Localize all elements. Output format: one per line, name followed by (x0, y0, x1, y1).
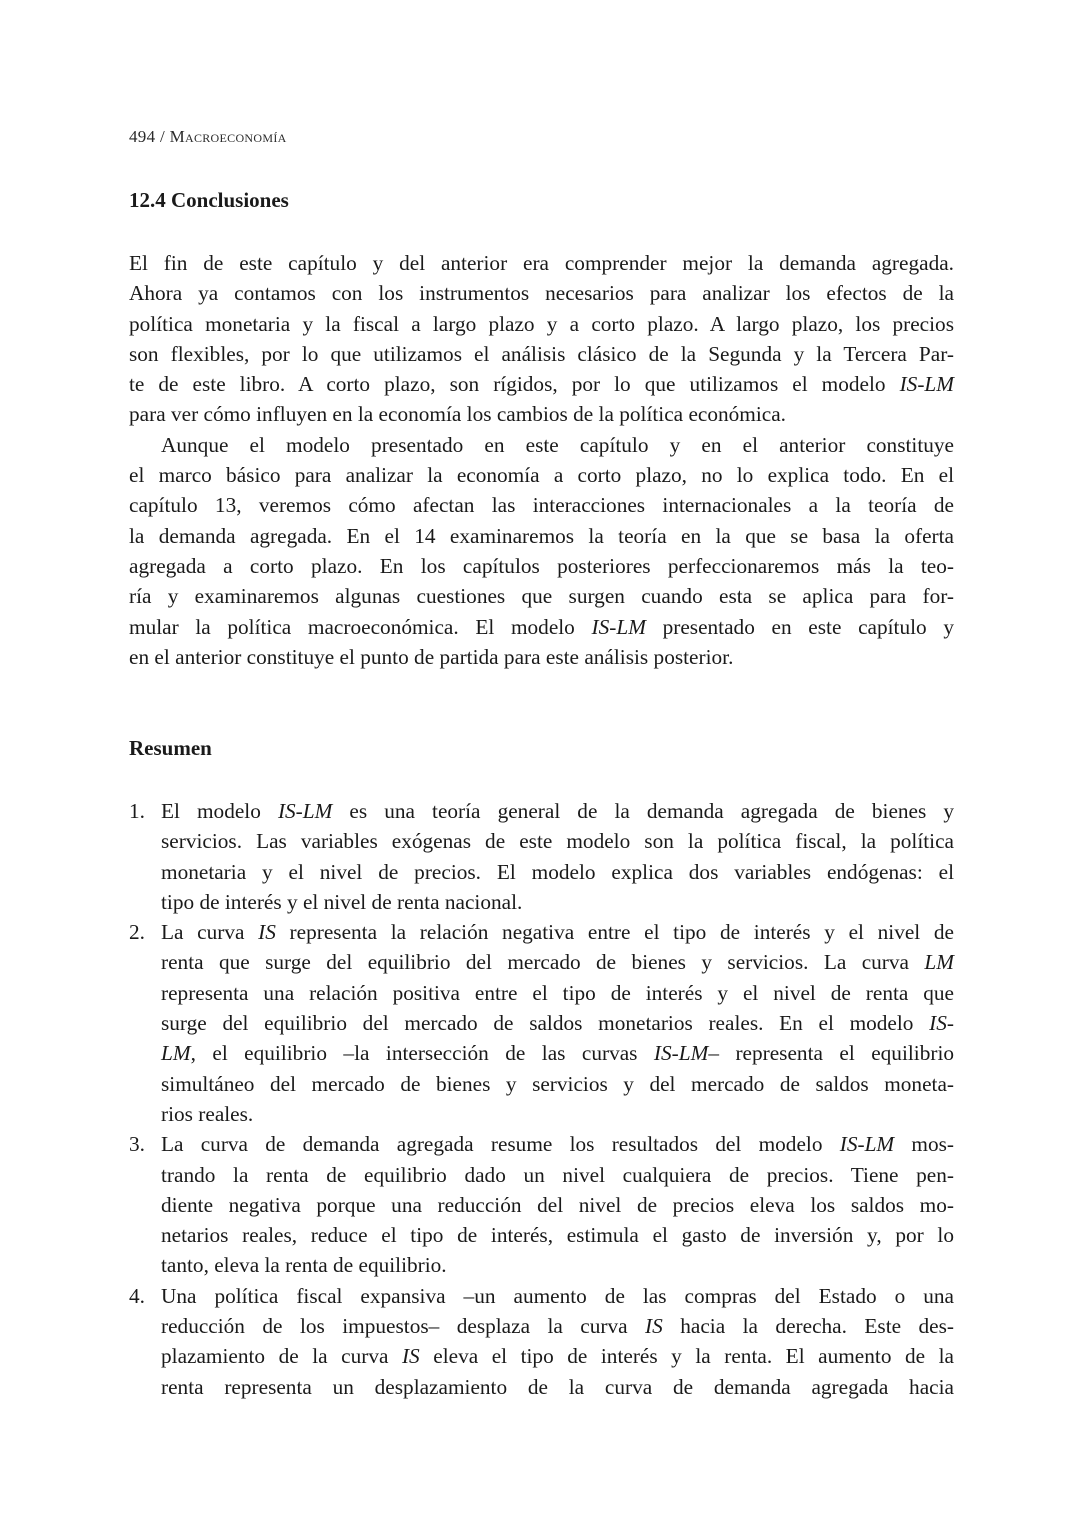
model-term: IS (645, 1314, 663, 1339)
text-line: Una política fiscal expansiva –un aumento de las compras del Estado o una (161, 1283, 954, 1308)
item-number: 1. (129, 799, 145, 823)
running-head (129, 127, 287, 147)
model-term: IS-LM (653, 1041, 709, 1066)
summary-item-2 (129, 917, 954, 1129)
text-line: El modelo IS-LM es una teoría general de la demanda agregada de bienes y (161, 799, 954, 823)
book-title: Macroeconomía (169, 127, 287, 146)
text-line: diente negativa porque una reducción del nivel de precios eleva los saldos mo- (161, 1192, 954, 1217)
summary-item-3 (129, 1129, 954, 1280)
model-term: IS-LM (277, 799, 333, 823)
summary-item-4 (129, 1281, 954, 1402)
item-number: 2. (129, 920, 145, 945)
section-title: 12.4 Conclusiones (129, 188, 289, 212)
text-line: ría y examinaremos algunas cuestiones que surgen cuando esta se aplica para for- (129, 584, 954, 609)
conclusions-paragraph-2 (129, 430, 954, 672)
text-line: trando la renta de equilibrio dado un nivel cualquiera de precios. Tiene pen- (161, 1162, 954, 1187)
text-line: simultáneo del mercado de bienes y servicios y del mercado de saldos moneta- (161, 1071, 954, 1096)
text-line: El fin de este capítulo y del anterior era comprender mejor la demanda agregada. (129, 251, 954, 275)
running-head-separator: / (159, 127, 165, 146)
model-term: IS-LM (591, 614, 646, 639)
text-line: renta representa un desplazamiento de la curva de demanda agregada hacia (161, 1374, 954, 1399)
model-term: IS-LM (839, 1132, 895, 1157)
text-line: servicios. Las variables exógenas de este modelo son la política fiscal, la política (161, 829, 954, 854)
text-line: plazamiento de la curva IS eleva el tipo de interés y la renta. El aumento de la (161, 1344, 954, 1369)
model-term: IS-LM (899, 372, 954, 397)
model-term: IS (258, 920, 276, 945)
text-line: tipo de interés y el nivel de renta nacional. (161, 889, 523, 914)
item-number: 3. (129, 1132, 145, 1157)
text-line: tanto, eleva la renta de equilibrio. (161, 1253, 447, 1278)
text-line: mular la política macroeconómica. El modelo IS-LM presentado en este capítulo y (129, 614, 954, 639)
text-line: son flexibles, por lo que utilizamos el análisis clásico de la Segunda y la Tercera Par- (129, 341, 954, 366)
conclusions-text (129, 248, 954, 672)
text-line: Ahora ya contamos con los instrumentos necesarios para analizar los efectos de la (129, 281, 954, 306)
text-line: representa una relación positiva entre el tipo de interés y el nivel de renta que (161, 980, 954, 1005)
text-line: La curva IS representa la relación negativa entre el tipo de interés y el nivel de (161, 920, 954, 945)
text-line: surge del equilibrio del mercado de saldos monetarios reales. En el modelo IS- (161, 1011, 954, 1036)
text-line: monetaria y el nivel de precios. El modelo explica dos variables endógenas: el (161, 859, 954, 884)
text-line: te de este libro. A corto plazo, son rígidos, por lo que utilizamos el modelo IS-LM (129, 372, 954, 397)
text-line: agregada a corto plazo. En los capítulos posteriores perfeccionaremos más la teo- (129, 553, 954, 578)
text-line: la demanda agregada. En el 14 examinaremos la teoría en la que se basa la oferta (129, 523, 954, 548)
text-line: capítulo 13, veremos cómo afectan las interacciones internacionales a la teoría de (129, 493, 954, 518)
summary-item-1 (129, 796, 954, 917)
model-term: LM (161, 1041, 191, 1066)
text-line: LM, el equilibrio –la intersección de las curvas IS-LM– representa el equilibrio (161, 1041, 955, 1066)
text-line: rios reales. (161, 1101, 254, 1126)
text-line: política monetaria y la fiscal a largo plazo y a corto plazo. A largo plazo, los precios (129, 311, 954, 336)
model-term: IS (401, 1344, 420, 1369)
summary-title: Resumen (129, 736, 212, 760)
summary-list (129, 796, 954, 1402)
page-number: 494 (129, 127, 156, 146)
conclusions-paragraph-1 (129, 248, 954, 430)
model-term: IS- (929, 1011, 954, 1036)
text-line: renta que surge del equilibrio del mercado de bienes y servicios. La curva LM (161, 950, 954, 975)
text-line: reducción de los impuestos– desplaza la curva IS hacia la derecha. Este des- (161, 1314, 954, 1339)
text-line: La curva de demanda agregada resume los resultados del modelo IS-LM mos- (161, 1132, 955, 1157)
text-line: netarios reales, reduce el tipo de interés, estimula el gasto de inversión y, por lo (161, 1223, 954, 1248)
text-line: en el anterior constituye el punto de partida para este análisis posterior. (129, 644, 734, 669)
model-term: LM (924, 950, 954, 975)
item-number: 4. (129, 1283, 145, 1308)
text-line: para ver cómo influyen en la economía los cambios de la política económica. (129, 402, 787, 427)
text-line: Aunque el modelo presentado en este capítulo y en el anterior constituye (161, 432, 954, 457)
text-line: el marco básico para analizar la economía a corto plazo, no lo explica todo. En el (129, 463, 954, 488)
